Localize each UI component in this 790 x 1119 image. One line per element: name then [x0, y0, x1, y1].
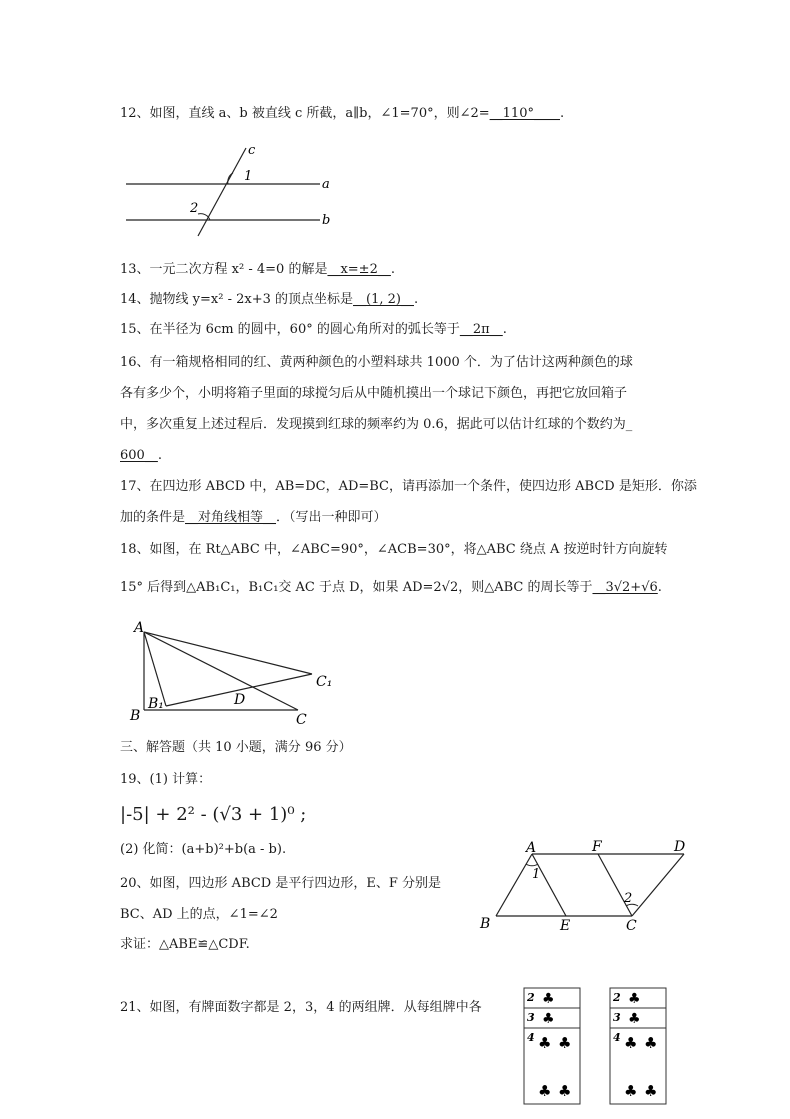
card2-suit-3: ♣: [628, 1011, 641, 1027]
q17-answer: __对角线相等__: [185, 510, 277, 525]
card2-suit-4c: ♣: [624, 1082, 638, 1100]
q12-figure: [120, 140, 360, 240]
card2-suit-4a: ♣: [624, 1034, 638, 1052]
q19-line2: (2) 化简：(a+b)²+b(a - b).: [120, 842, 287, 857]
card1-suit-4d: ♣: [558, 1082, 572, 1100]
card1-suit-4b: ♣: [558, 1034, 572, 1052]
q18-label-B: B: [130, 708, 141, 724]
q17-line1: 17、在四边形 ABCD 中，AB=DC，AD=BC，请再添加一个条件，使四边形 ABCD 是矩形．你添: [120, 479, 697, 494]
q20-line1: 20、如图，四边形 ABCD 是平行四边形，E、F 分别是: [120, 876, 442, 891]
q12-label-b: b: [322, 213, 331, 228]
q16-answer: 600__: [120, 448, 158, 463]
q18-label-B1: B₁: [148, 696, 164, 712]
q20-line2: BC、AD 上的点，∠1=∠2: [120, 907, 278, 922]
q20-label-C: C: [626, 918, 637, 934]
q15-line: 15、在半径为 6cm 的圆中，60° 的圆心角所对的弧长等于__2π__.: [120, 322, 507, 337]
q18-answer: __3√2+√6: [592, 580, 658, 595]
q19-line1: 19、(1) 计算：: [120, 772, 212, 787]
q14-line: 14、抛物线 y=x² - 2x+3 的顶点坐标是__(1, 2)__.: [120, 292, 419, 307]
q20-label-A: A: [526, 840, 537, 856]
q20-line3: 求证：△ABE≌△CDF.: [120, 937, 250, 952]
q18-figure: [120, 618, 350, 726]
q20-label-E: E: [560, 918, 571, 934]
q20-label-D: D: [674, 839, 686, 855]
q12-answer: __110°____: [489, 106, 560, 121]
q20-label-F: F: [592, 839, 602, 855]
q12-label-1: 1: [244, 169, 253, 184]
q18-line2: 15° 后得到△AB₁C₁，B₁C₁交 AC 于点 D，如果 AD=2√2，则△ABC 的周长等于__3√2+√6.: [120, 580, 662, 595]
q12-label-2: 2: [190, 201, 199, 216]
card2-suit-2: ♣: [628, 991, 641, 1007]
q19-expression: |-5| + 2² - (√3 + 1)⁰ ;: [120, 804, 307, 825]
q18-label-D: D: [234, 692, 246, 708]
q18-label-C: C: [296, 712, 307, 726]
card1-suit-3: ♣: [542, 1011, 555, 1027]
q16-line4: 600__.: [120, 448, 162, 463]
q15-answer: __2π__: [459, 322, 503, 337]
q20-label-1: 1: [532, 867, 541, 882]
card1-num-4: 4: [527, 1031, 535, 1044]
q12-line: 12、如图，直线 a、b 被直线 c 所截，a∥b，∠1=70°，则∠2=__110°____.: [120, 106, 565, 121]
card2-suit-4d: ♣: [644, 1082, 658, 1100]
card2-suit-4b: ♣: [644, 1034, 658, 1052]
card2-num-3: 3: [613, 1011, 621, 1024]
q13-answer: __x=±2__: [327, 262, 391, 277]
card1-suit-4c: ♣: [538, 1082, 552, 1100]
q16-line3: 中，多次重复上述过程后．发现摸到红球的频率约为 0.6，据此可以估计红球的个数约为_: [120, 417, 633, 432]
card1-suit-4a: ♣: [538, 1034, 552, 1052]
card2-num-2: 2: [613, 991, 621, 1004]
q16-line2: 各有多少个，小明将箱子里面的球搅匀后从中随机摸出一个球记下颜色，再把它放回箱子: [120, 386, 628, 401]
q21-cards-figure: [518, 984, 688, 1108]
section3-heading: 三、解答题（共 10 小题，满分 96 分）: [120, 740, 352, 755]
q20-label-2: 2: [624, 891, 633, 906]
card1-num-3: 3: [527, 1011, 535, 1024]
q12-label-a: a: [322, 177, 330, 192]
card1-num-2: 2: [527, 991, 535, 1004]
q14-answer: __(1, 2)__: [353, 292, 414, 307]
q12-label-c: c: [248, 143, 256, 158]
q16-line1: 16、有一箱规格相同的红、黄两种颜色的小塑料球共 1000 个．为了估计这两种颜色的球: [120, 355, 633, 370]
q17-line2: 加的条件是__对角线相等__．（写出一种即可）: [120, 510, 387, 525]
q18-label-A: A: [134, 620, 145, 636]
q20-figure: [476, 836, 716, 936]
q20-label-B: B: [480, 916, 491, 932]
card1-suit-2: ♣: [542, 991, 555, 1007]
q21-line1: 21、如图，有牌面数字都是 2，3，4 的两组牌．从每组牌中各: [120, 1000, 482, 1015]
q13-line: 13、一元二次方程 x² - 4=0 的解是__x=±2__.: [120, 262, 395, 277]
card2-num-4: 4: [613, 1031, 621, 1044]
q18-label-C1: C₁: [316, 674, 333, 690]
q18-line1: 18、如图，在 Rt△ABC 中，∠ABC=90°，∠ACB=30°，将△ABC 绕点 A 按逆时针方向旋转: [120, 542, 668, 557]
